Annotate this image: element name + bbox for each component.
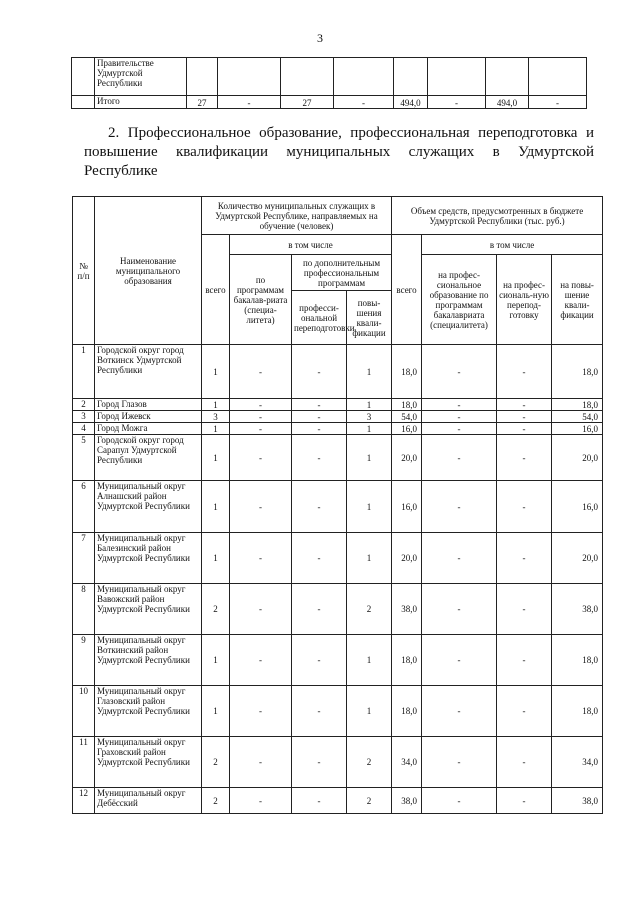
value-cell: - — [292, 399, 347, 411]
municipality-name-cell: Город Ижевск — [95, 411, 202, 423]
value-cell: - — [230, 584, 292, 635]
value-cell: 1 — [347, 533, 392, 584]
row-number-cell: 9 — [73, 635, 95, 686]
value-cell: 1 — [202, 635, 230, 686]
value-cell: - — [497, 435, 552, 481]
row-number-cell: 3 — [73, 411, 95, 423]
col-money-qualification-header: на повы-шение квали-фикации — [552, 255, 603, 345]
value-cell: - — [422, 533, 497, 584]
top-table-blank-cell — [72, 58, 95, 96]
value-cell: 16,0 — [552, 481, 603, 533]
row-number-cell: 4 — [73, 423, 95, 435]
value-cell: - — [497, 411, 552, 423]
value-cell: - — [497, 788, 552, 814]
top-table-value-cell — [334, 58, 394, 96]
value-cell: - — [422, 686, 497, 737]
table-row — [73, 345, 603, 399]
value-cell: 1 — [347, 481, 392, 533]
value-cell: 2 — [202, 737, 230, 788]
value-cell: 1 — [347, 399, 392, 411]
value-cell: 20,0 — [392, 533, 422, 584]
value-cell: - — [230, 411, 292, 423]
top-table-value-cell: - — [218, 96, 281, 109]
value-cell: 34,0 — [552, 737, 603, 788]
row-number-cell: 8 — [73, 584, 95, 635]
value-cell: - — [497, 345, 552, 399]
value-cell: - — [292, 345, 347, 399]
municipality-name-cell: Городской округ город Воткинск Удмуртской Республики — [95, 345, 202, 399]
value-cell: - — [497, 584, 552, 635]
value-cell: 2 — [202, 584, 230, 635]
value-cell: - — [230, 686, 292, 737]
top-table-value-cell — [187, 58, 218, 96]
value-cell: - — [230, 399, 292, 411]
value-cell: 1 — [202, 533, 230, 584]
table-row — [73, 411, 603, 423]
municipality-name-cell: Муниципальный округ Дебёсский — [95, 788, 202, 814]
row-number-cell: 11 — [73, 737, 95, 788]
municipality-name-cell: Город Глазов — [95, 399, 202, 411]
value-cell: 38,0 — [552, 584, 603, 635]
top-table-value-cell: - — [334, 96, 394, 109]
value-cell: 38,0 — [392, 584, 422, 635]
top-table-value-cell — [486, 58, 529, 96]
top-table-value-cell: - — [529, 96, 587, 109]
table-row — [73, 533, 603, 584]
value-cell: 18,0 — [392, 399, 422, 411]
value-cell: - — [422, 788, 497, 814]
value-cell: - — [422, 635, 497, 686]
value-cell: - — [230, 737, 292, 788]
value-cell: - — [230, 481, 292, 533]
money-group-header: Объем средств, предусмотренных в бюджете Удмуртской Республики (тыс. руб.) — [392, 197, 603, 235]
value-cell: - — [292, 788, 347, 814]
value-cell: 16,0 — [392, 423, 422, 435]
value-cell: - — [292, 533, 347, 584]
top-table-value-cell: 27 — [281, 96, 334, 109]
including-header: в том числе — [230, 235, 392, 255]
col-total-header: всего — [202, 235, 230, 345]
value-cell: - — [292, 481, 347, 533]
value-cell: - — [497, 686, 552, 737]
value-cell: 1 — [202, 435, 230, 481]
value-cell: 20,0 — [552, 533, 603, 584]
value-cell: - — [497, 737, 552, 788]
col-money-retraining-header: на профес-сиональ-ную перепод-готовку — [497, 255, 552, 345]
value-cell: - — [422, 423, 497, 435]
table-row — [73, 423, 603, 435]
top-table-value-cell — [281, 58, 334, 96]
table-row — [73, 399, 603, 411]
value-cell: 18,0 — [392, 686, 422, 737]
value-cell: 54,0 — [392, 411, 422, 423]
value-cell: - — [422, 737, 497, 788]
value-cell: - — [497, 423, 552, 435]
value-cell: - — [422, 481, 497, 533]
col-qualification-header: повы-шения квали-фикации — [347, 291, 392, 345]
value-cell: 1 — [347, 686, 392, 737]
value-cell: 54,0 — [552, 411, 603, 423]
row-number-cell: 5 — [73, 435, 95, 481]
value-cell: - — [422, 399, 497, 411]
row-number-cell: 2 — [73, 399, 95, 411]
municipality-name-cell: Муниципальный округ Вавожский район Удмуртской Республики — [95, 584, 202, 635]
table-row — [73, 737, 603, 788]
value-cell: 1 — [202, 423, 230, 435]
value-cell: - — [422, 584, 497, 635]
value-cell: 1 — [347, 345, 392, 399]
table-row — [73, 481, 603, 533]
value-cell: 38,0 — [552, 788, 603, 814]
col-name-header: Наименование муниципального образования — [95, 197, 202, 345]
value-cell: - — [422, 411, 497, 423]
count-group-header: Количество муниципальных служащих в Удмуртской Республике, направляемых на обучение (человек) — [202, 197, 392, 235]
top-table-blank-cell — [72, 96, 95, 109]
value-cell: - — [497, 635, 552, 686]
value-cell: - — [292, 423, 347, 435]
table-row — [73, 435, 603, 481]
value-cell: - — [230, 423, 292, 435]
value-cell: - — [497, 399, 552, 411]
additional-header: по дополнительным профессиональным программам — [292, 255, 392, 291]
municipality-name-cell: Муниципальный округ Граховский район Удмуртской Республики — [95, 737, 202, 788]
top-table-value-cell: 494,0 — [486, 96, 529, 109]
value-cell: 2 — [347, 788, 392, 814]
top-table-row — [72, 96, 587, 109]
row-number-cell: 12 — [73, 788, 95, 814]
value-cell: - — [292, 686, 347, 737]
value-cell: 2 — [347, 737, 392, 788]
col-retraining-header: професси-ональной переподготовки — [292, 291, 347, 345]
top-table-name-cell: Правительстве Удмуртской Республики — [95, 58, 187, 96]
value-cell: 3 — [347, 411, 392, 423]
value-cell: 1 — [202, 481, 230, 533]
value-cell: - — [497, 481, 552, 533]
table-row — [73, 584, 603, 635]
value-cell: 1 — [347, 635, 392, 686]
value-cell: 1 — [202, 686, 230, 737]
value-cell: - — [230, 345, 292, 399]
page-number: 3 — [317, 31, 323, 45]
top-table-value-cell — [218, 58, 281, 96]
col-bachelor-header: по программам бакалав-риата (специа-литета) — [230, 255, 292, 345]
municipality-name-cell: Муниципальный округ Воткинский район Удмуртской Республики — [95, 635, 202, 686]
value-cell: 34,0 — [392, 737, 422, 788]
top-table-value-cell: 27 — [187, 96, 218, 109]
value-cell: - — [230, 533, 292, 584]
main-table — [72, 196, 603, 814]
municipality-name-cell: Муниципальный округ Алнашский район Удмуртской Республики — [95, 481, 202, 533]
value-cell: - — [292, 584, 347, 635]
col-num-header: № п/п — [73, 197, 95, 345]
value-cell: 18,0 — [392, 635, 422, 686]
value-cell: 18,0 — [392, 345, 422, 399]
top-table-row — [72, 58, 587, 96]
top-table-value-cell: 494,0 — [394, 96, 428, 109]
money-including-header: в том числе — [422, 235, 603, 255]
value-cell: - — [230, 788, 292, 814]
col-money-total-header: всего — [392, 235, 422, 345]
section-heading-text: 2. Профессиональное образование, профессиональная переподготовка и повышение квалификации муниципальных служащих в Удмуртской Республике — [84, 125, 594, 179]
value-cell: - — [292, 411, 347, 423]
value-cell: - — [292, 737, 347, 788]
value-cell: - — [292, 635, 347, 686]
value-cell: 1 — [202, 345, 230, 399]
value-cell: 2 — [347, 584, 392, 635]
row-number-cell: 7 — [73, 533, 95, 584]
top-table-value-cell — [394, 58, 428, 96]
col-money-bachelor-header: на профес-сиональное образование по программам бакалавриата (специалитета) — [422, 255, 497, 345]
value-cell: - — [230, 435, 292, 481]
municipality-name-cell: Муниципальный округ Глазовский район Удмуртской Республики — [95, 686, 202, 737]
top-table — [71, 57, 587, 109]
value-cell: 20,0 — [392, 435, 422, 481]
value-cell: 1 — [202, 399, 230, 411]
row-number-cell: 6 — [73, 481, 95, 533]
value-cell: - — [497, 533, 552, 584]
value-cell: 20,0 — [552, 435, 603, 481]
top-table-value-cell: - — [428, 96, 486, 109]
value-cell: - — [422, 435, 497, 481]
table-row — [73, 788, 603, 814]
value-cell: 16,0 — [552, 423, 603, 435]
value-cell: 2 — [202, 788, 230, 814]
top-table-name-cell: Итого — [95, 96, 187, 109]
value-cell: 18,0 — [552, 399, 603, 411]
value-cell: 38,0 — [392, 788, 422, 814]
value-cell: - — [230, 635, 292, 686]
municipality-name-cell: Муниципальный округ Балезинский район Удмуртской Республики — [95, 533, 202, 584]
value-cell: 1 — [347, 423, 392, 435]
section-heading — [84, 124, 594, 181]
value-cell: 18,0 — [552, 345, 603, 399]
table-row — [73, 686, 603, 737]
value-cell: 1 — [347, 435, 392, 481]
municipality-name-cell: Город Можга — [95, 423, 202, 435]
row-number-cell: 10 — [73, 686, 95, 737]
value-cell: 3 — [202, 411, 230, 423]
value-cell: 16,0 — [392, 481, 422, 533]
municipality-name-cell: Городской округ город Сарапул Удмуртской Республики — [95, 435, 202, 481]
table-row — [73, 635, 603, 686]
value-cell: 18,0 — [552, 686, 603, 737]
top-table-value-cell — [529, 58, 587, 96]
value-cell: - — [422, 345, 497, 399]
value-cell: 18,0 — [552, 635, 603, 686]
value-cell: - — [292, 435, 347, 481]
row-number-cell: 1 — [73, 345, 95, 399]
top-table-value-cell — [428, 58, 486, 96]
